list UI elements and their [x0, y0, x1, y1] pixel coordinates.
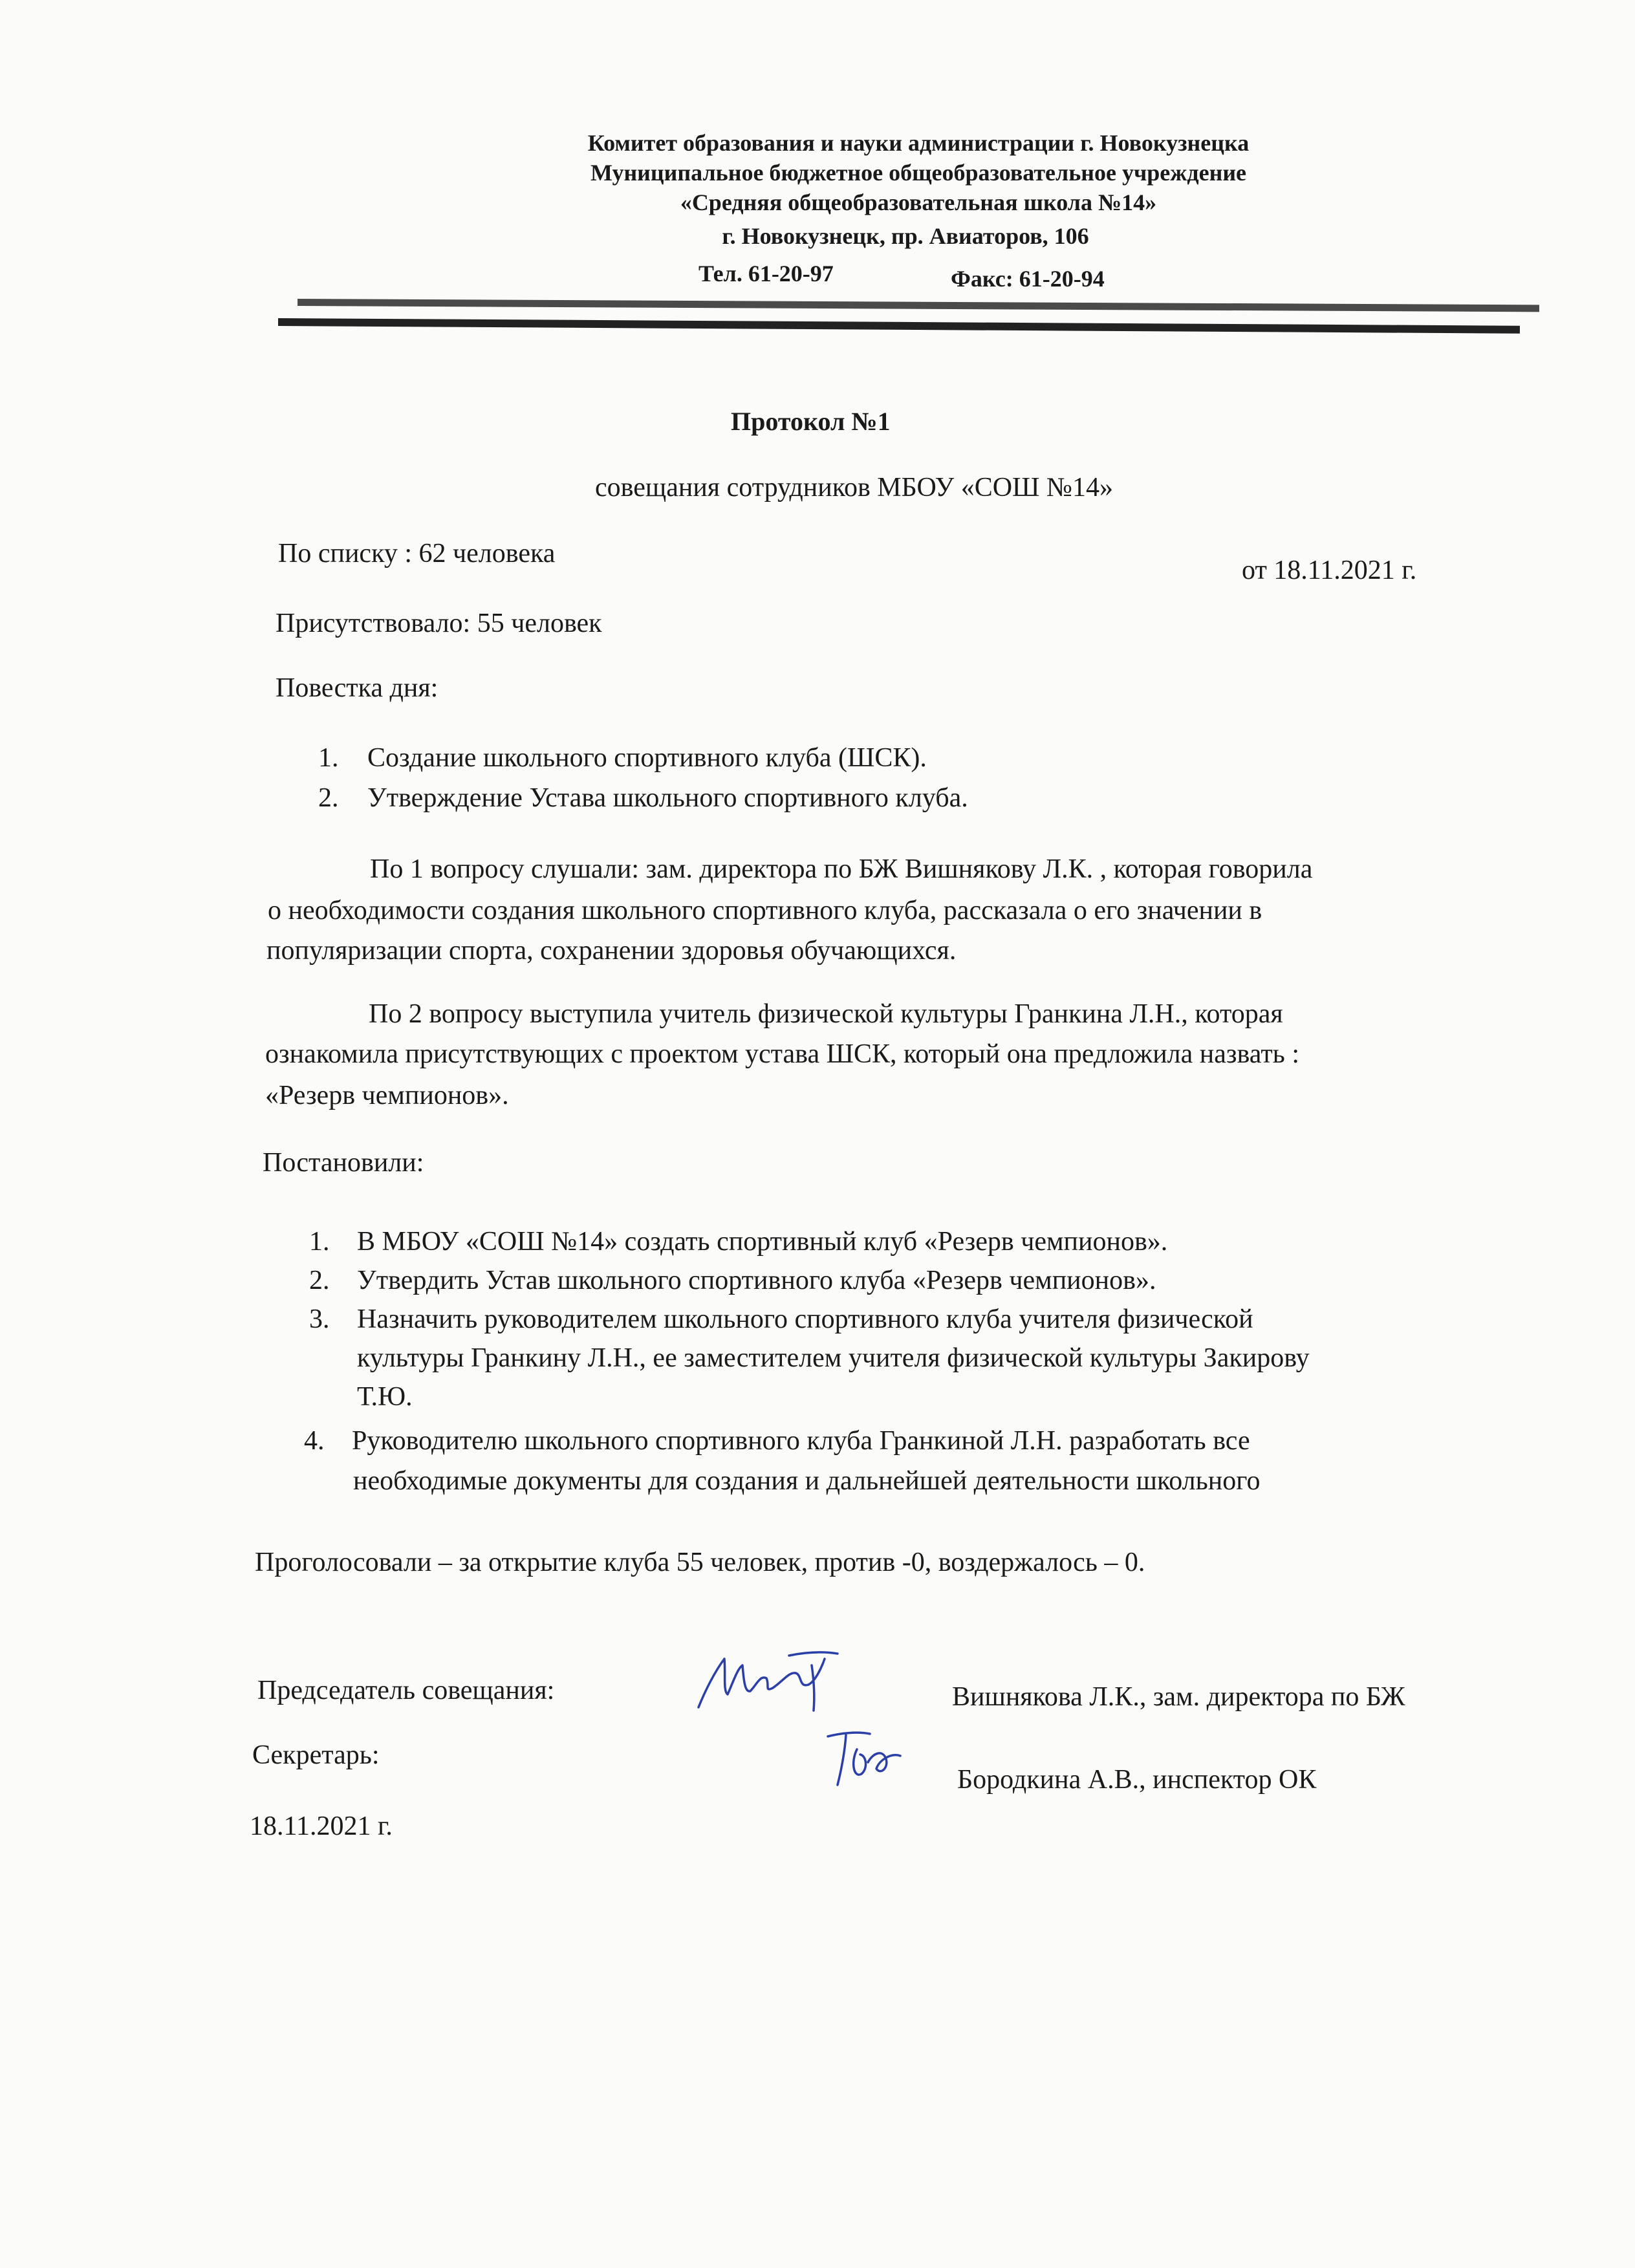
chair-signature-icon: [692, 1646, 841, 1717]
question1-line: популяризации спорта, сохранении здоровья обучающихся.: [266, 936, 957, 966]
resolved-item-text: Утвердить Устав школьного спортивного клуба «Резерв чемпионов».: [357, 1266, 1156, 1295]
letterhead-committee: Комитет образования и науки администрации г. Новокузнецка: [587, 130, 1250, 156]
letterhead-institution-type: Муниципальное бюджетное общеобразовательное учреждение: [590, 160, 1247, 186]
resolved-item-text: Руководителю школьного спортивного клуба Гранкиной Л.Н. разработать все: [352, 1426, 1250, 1456]
vote-result: Проголосовали – за открытие клуба 55 человек, против -0, воздержалось – 0.: [255, 1548, 1145, 1577]
agenda-item-text: Утверждение Устава школьного спортивного клуба.: [367, 783, 968, 813]
letterhead-fax: Факс: 61-20-94: [951, 266, 1105, 292]
secretary-signature-icon: [821, 1723, 905, 1795]
letterhead-phone: Тел. 61-20-97: [698, 261, 834, 286]
question2-line: По 2 вопросу выступила учитель физической культуры Гранкина Л.Н., которая: [369, 999, 1283, 1029]
letterhead-divider-bottom: [278, 318, 1520, 334]
attendance-by-list: По списку : 62 человека: [278, 539, 556, 568]
agenda-item-number: 1.: [318, 743, 339, 773]
resolved-item-text: Назначить руководителем школьного спортивного клуба учителя физической: [357, 1304, 1253, 1334]
signature-date: 18.11.2021 г.: [250, 1811, 393, 1841]
protocol-title: Протокол №1: [731, 407, 891, 436]
resolved-item-text: культуры Гранкину Л.Н., ее заместителем учителя физической культуры Закирову: [357, 1343, 1310, 1373]
secretary-label: Секретарь:: [252, 1740, 380, 1770]
letterhead-school-name: «Средняя общеобразовательная школа №14»: [680, 189, 1157, 215]
protocol-date: от 18.11.2021 г.: [1242, 556, 1417, 585]
letterhead-divider-top: [298, 299, 1539, 312]
question1-line: По 1 вопросу слушали: зам. директора по БЖ Вишнякову Л.К. , которая говорила: [370, 854, 1313, 884]
attendance-present: Присутствовало: 55 человек: [276, 609, 602, 638]
resolved-item-text: В МБОУ «СОШ №14» создать спортивный клуб «Резерв чемпионов».: [357, 1227, 1168, 1257]
agenda-heading: Повестка дня:: [276, 673, 439, 703]
agenda-item-number: 2.: [318, 783, 339, 813]
resolved-item-number: 2.: [309, 1266, 330, 1295]
question1-line: о необходимости создания школьного спортивного клуба, рассказала о его значении в: [268, 896, 1262, 925]
question2-line: ознакомила присутствующих с проектом устава ШСК, который она предложила назвать :: [265, 1039, 1299, 1069]
secretary-name: Бородкина А.В., инспектор ОК: [957, 1765, 1317, 1795]
resolved-item-text: Т.Ю.: [357, 1382, 413, 1412]
chair-label: Председатель совещания:: [257, 1676, 555, 1705]
resolved-item-number: 4.: [304, 1426, 325, 1456]
protocol-subtitle: совещания сотрудников МБОУ «СОШ №14»: [595, 473, 1113, 502]
chair-name: Вишнякова Л.К., зам. директора по БЖ: [952, 1682, 1405, 1712]
resolved-item-text: необходимые документы для создания и дальнейшей деятельности школьного: [353, 1466, 1261, 1496]
resolved-item-number: 1.: [309, 1227, 330, 1257]
agenda-item-text: Создание школьного спортивного клуба (ШСК).: [367, 743, 927, 773]
question2-line: «Резерв чемпионов».: [265, 1081, 509, 1110]
letterhead-address: г. Новокузнецк, пр. Авиаторов, 106: [722, 223, 1089, 249]
resolved-heading: Постановили:: [263, 1148, 424, 1178]
resolved-item-number: 3.: [309, 1304, 330, 1334]
